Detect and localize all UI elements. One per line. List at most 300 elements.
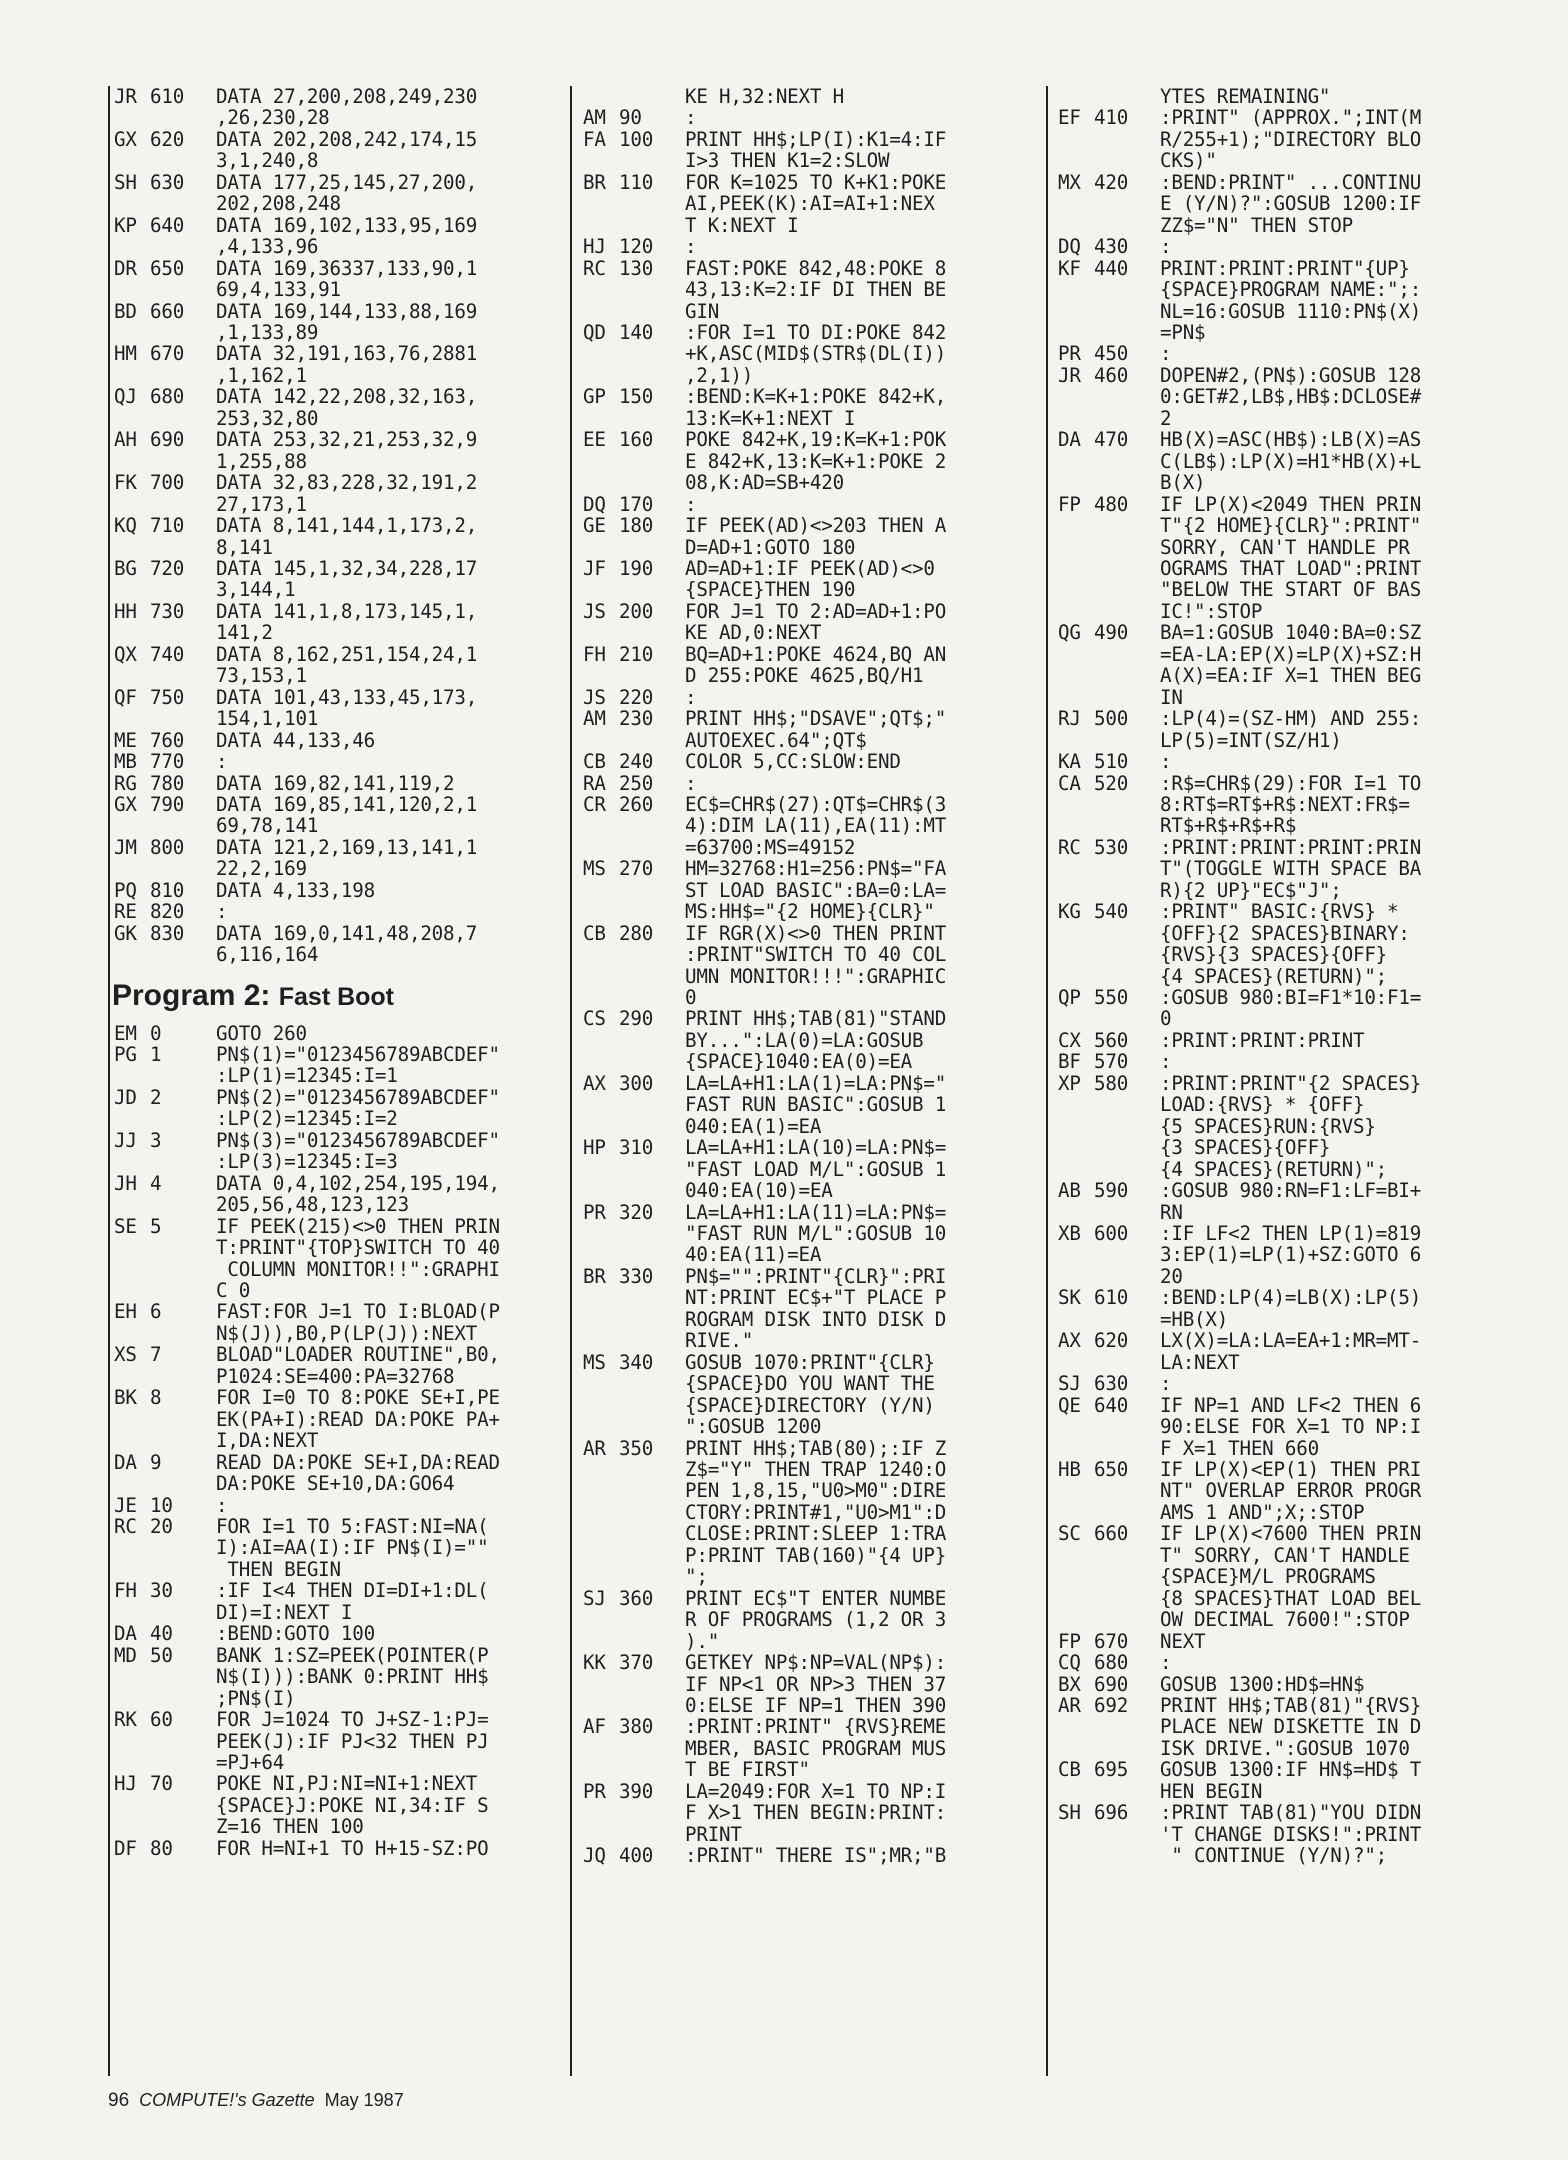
code-text: DATA 177,25,145,27,200, xyxy=(216,170,478,194)
code-line xyxy=(577,1545,1047,1566)
code-line xyxy=(1052,1459,1522,1480)
code-line xyxy=(1052,837,1522,858)
checksum: AR xyxy=(583,1436,606,1460)
code-line xyxy=(108,1409,568,1430)
code-line xyxy=(1052,1116,1522,1137)
code-line xyxy=(108,1108,568,1129)
line-number: 370 xyxy=(619,1651,654,1675)
checksum: HJ xyxy=(583,235,606,259)
code-text: : xyxy=(685,492,697,516)
line-number: 770 xyxy=(150,750,185,774)
line-number: 70 xyxy=(150,1772,173,1796)
line-number: 740 xyxy=(150,642,185,666)
code-text: HEN BEGIN xyxy=(1160,1779,1263,1803)
checksum: DQ xyxy=(583,492,606,516)
code-line xyxy=(108,923,568,944)
code-line xyxy=(108,172,568,193)
code-line xyxy=(108,1023,568,1044)
code-text: PRINT EC$"T ENTER NUMBE xyxy=(685,1586,947,1610)
listing-column-3 xyxy=(1052,86,1522,2076)
code-line xyxy=(577,472,1047,493)
checksum: KG xyxy=(1058,900,1081,924)
code-line xyxy=(108,1130,568,1151)
code-text: FOR J=1 TO 2:AD=AD+1:PO xyxy=(685,599,947,623)
line-number: 400 xyxy=(619,1844,654,1868)
code-text: DATA 169,36337,133,90,1 xyxy=(216,256,478,280)
code-text: T BE FIRST" xyxy=(685,1758,810,1782)
line-number: 260 xyxy=(619,792,654,816)
code-text: 1,255,88 xyxy=(216,449,307,473)
line-number: 720 xyxy=(150,556,185,580)
checksum: JJ xyxy=(114,1128,137,1152)
code-text: :R$=CHR$(29):FOR I=1 TO xyxy=(1160,771,1422,795)
code-text: 0 xyxy=(1160,1007,1172,1031)
code-line xyxy=(577,1223,1047,1244)
checksum: AF xyxy=(583,1715,606,1739)
checksum: PR xyxy=(583,1200,606,1224)
checksum: QJ xyxy=(114,385,137,409)
checksum: SJ xyxy=(1058,1372,1081,1396)
checksum: XP xyxy=(1058,1071,1081,1095)
code-text: DATA 121,2,169,13,141,1 xyxy=(216,835,478,859)
code-line xyxy=(108,215,568,236)
code-text: DATA 169,85,141,120,2,1 xyxy=(216,792,478,816)
checksum: KF xyxy=(1058,256,1081,280)
checksum: MD xyxy=(114,1643,137,1667)
code-line xyxy=(108,1731,568,1752)
line-number: 690 xyxy=(1094,1672,1129,1696)
checksum: JE xyxy=(114,1493,137,1517)
code-line xyxy=(577,1631,1047,1652)
code-text: LA=2049:FOR X=1 TO NP:I xyxy=(685,1779,947,1803)
code-line xyxy=(1052,1416,1522,1437)
code-text: PRINT HH$;"DSAVE";QT$;" xyxy=(685,707,947,731)
checksum: JS xyxy=(583,685,606,709)
checksum: MX xyxy=(1058,170,1081,194)
code-line xyxy=(1052,1202,1522,1223)
code-line xyxy=(1052,622,1522,643)
code-line xyxy=(1052,1438,1522,1459)
code-line xyxy=(577,1609,1047,1630)
line-number: 696 xyxy=(1094,1801,1129,1825)
checksum: BX xyxy=(1058,1672,1081,1696)
checksum: CR xyxy=(583,792,606,816)
checksum: JQ xyxy=(583,1844,606,1868)
code-line xyxy=(577,644,1047,665)
line-number: 320 xyxy=(619,1200,654,1224)
code-line xyxy=(1052,301,1522,322)
code-text: : xyxy=(216,1493,228,1517)
code-line xyxy=(108,1602,568,1623)
line-number: 600 xyxy=(1094,1222,1129,1246)
code-line xyxy=(108,944,568,965)
checksum: SJ xyxy=(583,1586,606,1610)
code-line xyxy=(108,1216,568,1237)
code-line xyxy=(1052,1373,1522,1394)
line-number: 440 xyxy=(1094,256,1129,280)
code-text: PEEK(J):IF PJ<32 THEN PJ xyxy=(216,1729,489,1753)
line-number: 110 xyxy=(619,170,654,194)
line-number: 380 xyxy=(619,1715,654,1739)
checksum: AX xyxy=(1058,1329,1081,1353)
checksum: FP xyxy=(1058,492,1081,516)
code-line xyxy=(577,1202,1047,1223)
code-line xyxy=(1052,365,1522,386)
code-text: 73,153,1 xyxy=(216,664,307,688)
line-number: 10 xyxy=(150,1493,173,1517)
line-number: 640 xyxy=(1094,1393,1129,1417)
line-number: 150 xyxy=(619,385,654,409)
checksum: BF xyxy=(1058,1050,1081,1074)
code-line xyxy=(108,622,568,643)
checksum: DA xyxy=(1058,428,1081,452)
code-text: ROGRAM DISK INTO DISK D xyxy=(685,1307,947,1331)
code-line xyxy=(577,1073,1047,1094)
checksum: HJ xyxy=(114,1772,137,1796)
checksum: RC xyxy=(114,1515,137,1538)
code-text: LA:NEXT xyxy=(1160,1350,1240,1374)
code-text: GOSUB 1300:HD$=HN$ xyxy=(1160,1672,1365,1696)
line-number: 800 xyxy=(150,835,185,859)
code-line xyxy=(108,1280,568,1301)
code-text: 40:EA(11)=EA xyxy=(685,1243,822,1267)
code-line xyxy=(108,193,568,214)
line-number: 620 xyxy=(1094,1329,1129,1353)
code-line xyxy=(108,730,568,751)
code-text: OGRAMS THAT LOAD":PRINT xyxy=(1160,556,1422,580)
checksum: FH xyxy=(583,642,606,666)
line-number: 820 xyxy=(150,900,185,924)
code-text: FOR I=1 TO 5:FAST:NI=NA( xyxy=(216,1515,489,1538)
line-number: 220 xyxy=(619,685,654,709)
checksum: CQ xyxy=(1058,1651,1081,1675)
code-line xyxy=(108,1430,568,1451)
checksum: KP xyxy=(114,213,137,237)
code-line xyxy=(108,1323,568,1344)
heading-main: Program 2: xyxy=(112,978,271,1012)
code-line xyxy=(577,622,1047,643)
code-line xyxy=(108,408,568,429)
line-number: 180 xyxy=(619,514,654,538)
code-line xyxy=(577,258,1047,279)
code-text: BA=1:GOSUB 1040:BA=0:SZ xyxy=(1160,621,1422,645)
code-line xyxy=(577,107,1047,128)
code-line xyxy=(1052,558,1522,579)
line-number: 40 xyxy=(150,1622,173,1646)
code-text: : xyxy=(216,900,228,924)
listing-program-1-end xyxy=(108,86,568,966)
line-number: 640 xyxy=(150,213,185,237)
code-line xyxy=(108,1495,568,1516)
code-text: CLOSE:PRINT:SLEEP 1:TRA xyxy=(685,1522,947,1546)
checksum: QF xyxy=(114,685,137,709)
checksum: SH xyxy=(114,170,137,194)
code-text: C 0 xyxy=(216,1279,251,1303)
checksum: DA xyxy=(114,1450,137,1474)
code-text: :PRINT:PRINT:PRINT:PRIN xyxy=(1160,835,1422,859)
line-number: 140 xyxy=(619,320,654,344)
code-text: LP(5)=INT(SZ/H1) xyxy=(1160,728,1342,752)
code-text: 08,K:AD=SB+420 xyxy=(685,471,844,495)
code-line xyxy=(577,923,1047,944)
checksum: DQ xyxy=(1058,235,1081,259)
checksum: BG xyxy=(114,556,137,580)
checksum: QE xyxy=(1058,1393,1081,1417)
code-line xyxy=(577,1588,1047,1609)
code-text: :BEND:LP(4)=LB(X):LP(5) xyxy=(1160,1286,1422,1310)
code-text: : xyxy=(1160,235,1172,259)
line-number: 630 xyxy=(150,170,185,194)
code-line xyxy=(108,1795,568,1816)
code-text: READ DA:POKE SE+I,DA:READ xyxy=(216,1450,500,1474)
code-text: YTES REMAINING" xyxy=(1160,86,1331,108)
page-number: 96 xyxy=(108,2090,130,2111)
line-number: 710 xyxy=(150,514,185,538)
code-text: ,4,133,96 xyxy=(216,235,319,259)
code-line xyxy=(108,1194,568,1215)
code-text: ST LOAD BASIC":BA=0:LA= xyxy=(685,878,947,902)
line-number: 280 xyxy=(619,921,654,945)
code-line xyxy=(108,1752,568,1773)
code-line xyxy=(577,773,1047,794)
line-number: 700 xyxy=(150,471,185,495)
checksum: SK xyxy=(1058,1286,1081,1310)
line-number: 6 xyxy=(150,1300,162,1324)
line-number: 2 xyxy=(150,1085,162,1109)
checksum: HB xyxy=(1058,1458,1081,1481)
checksum: MB xyxy=(114,750,137,774)
checksum: JF xyxy=(583,556,606,580)
code-line xyxy=(108,1516,568,1537)
code-text: D 255:POKE 4625,BQ/H1 xyxy=(685,664,924,688)
line-number: 230 xyxy=(619,707,654,731)
code-line xyxy=(577,944,1047,965)
code-text: :BEND:PRINT" ...CONTINU xyxy=(1160,170,1422,194)
code-text: :BEND:GOTO 100 xyxy=(216,1622,375,1646)
code-text: {RVS}{3 SPACES}{OFF} xyxy=(1160,943,1388,967)
code-text: AD=AD+1:IF PEEK(AD)<>0 xyxy=(685,556,935,580)
code-line xyxy=(108,1666,568,1687)
code-line xyxy=(1052,86,1522,107)
code-line xyxy=(577,1266,1047,1287)
code-line xyxy=(1052,644,1522,665)
code-line xyxy=(108,236,568,257)
line-number: 250 xyxy=(619,771,654,795)
code-line xyxy=(108,472,568,493)
code-text: N$(I))):BANK 0:PRINT HH$ xyxy=(216,1665,489,1689)
code-text: :PRINT" (APPROX.";INT(M xyxy=(1160,106,1422,130)
code-line xyxy=(1052,494,1522,515)
code-text: DATA 142,22,208,32,163, xyxy=(216,385,478,409)
line-number: 650 xyxy=(1094,1458,1129,1481)
code-text: NL=16:GOSUB 1110:PN$(X) xyxy=(1160,299,1422,323)
line-number: 520 xyxy=(1094,771,1129,795)
code-text: :LP(1)=12345:I=1 xyxy=(216,1064,398,1088)
code-text: FAST RUN BASIC":GOSUB 1 xyxy=(685,1093,947,1117)
code-text: :GOSUB 980:BI=F1*10:F1= xyxy=(1160,986,1422,1010)
code-text: IN xyxy=(1160,685,1183,709)
code-text: 'T CHANGE DISKS!":PRINT xyxy=(1160,1822,1422,1846)
checksum: CS xyxy=(583,1007,606,1031)
line-number: 670 xyxy=(150,342,185,366)
checksum: JH xyxy=(114,1171,137,1195)
code-line xyxy=(108,1344,568,1365)
checksum: QD xyxy=(583,320,606,344)
checksum: BR xyxy=(583,170,606,194)
line-number: 190 xyxy=(619,556,654,580)
code-text: ,1,133,89 xyxy=(216,320,319,344)
line-number: 790 xyxy=(150,792,185,816)
code-text: RT$+R$+R$+R$ xyxy=(1160,814,1297,838)
listing-program-2-start xyxy=(108,1023,568,1860)
line-number: 620 xyxy=(150,127,185,151)
code-text: DATA 101,43,133,45,173, xyxy=(216,685,478,709)
code-line xyxy=(1052,708,1522,729)
code-text: IC!":STOP xyxy=(1160,599,1263,623)
checksum: SC xyxy=(1058,1522,1081,1546)
code-line xyxy=(108,1773,568,1794)
code-line xyxy=(108,429,568,450)
code-line xyxy=(108,1259,568,1280)
code-text: {5 SPACES}RUN:{RVS} xyxy=(1160,1114,1376,1138)
code-line xyxy=(1052,1137,1522,1158)
code-text: DATA 169,102,133,95,169 xyxy=(216,213,478,237)
code-line xyxy=(577,987,1047,1008)
code-text: LX(X)=LA:LA=EA+1:MR=MT- xyxy=(1160,1329,1422,1353)
code-line xyxy=(577,1180,1047,1201)
code-line xyxy=(108,1452,568,1473)
code-line xyxy=(1052,1674,1522,1695)
code-text: I):AI=AA(I):IF PN$(I)="" xyxy=(216,1536,489,1560)
checksum: RE xyxy=(114,900,137,924)
code-line xyxy=(577,150,1047,171)
code-line xyxy=(577,386,1047,407)
code-text: DI)=I:NEXT I xyxy=(216,1600,353,1624)
code-text: PRINT HH$;LP(I):K1=4:IF xyxy=(685,127,947,151)
code-text: FOR H=NI+1 TO H+15-SZ:PO xyxy=(216,1836,489,1860)
code-text: PLACE NEW DISKETTE IN D xyxy=(1160,1715,1422,1739)
code-text: :PRINT:PRINT" {RVS}REME xyxy=(685,1715,947,1739)
code-text: DATA 169,0,141,48,208,7 xyxy=(216,921,478,945)
code-line xyxy=(108,901,568,922)
code-line xyxy=(577,901,1047,922)
checksum: PR xyxy=(583,1779,606,1803)
code-line xyxy=(577,1802,1047,1823)
heading-sub: Fast Boot xyxy=(278,982,395,1011)
checksum: MS xyxy=(583,1350,606,1374)
code-line xyxy=(108,579,568,600)
code-text: : xyxy=(216,750,228,774)
code-text: MBER, BASIC PROGRAM MUS xyxy=(685,1736,947,1760)
code-line xyxy=(577,1716,1047,1737)
code-line xyxy=(577,665,1047,686)
code-line xyxy=(577,708,1047,729)
code-line xyxy=(577,1352,1047,1373)
code-line xyxy=(1052,129,1522,150)
code-line xyxy=(577,1030,1047,1051)
code-line xyxy=(577,408,1047,429)
code-text: MS:HH$="{2 HOME}{CLR}" xyxy=(685,900,935,924)
checksum: XB xyxy=(1058,1222,1081,1246)
code-line xyxy=(577,236,1047,257)
code-text: "FAST RUN M/L":GOSUB 10 xyxy=(685,1222,947,1246)
checksum: SE xyxy=(114,1214,137,1238)
code-text: R OF PROGRAMS (1,2 OR 3 xyxy=(685,1608,947,1632)
code-text: D=AD+1:GOTO 180 xyxy=(685,535,856,559)
checksum: KA xyxy=(1058,750,1081,774)
code-line xyxy=(577,1845,1047,1866)
line-number: 510 xyxy=(1094,750,1129,774)
code-line xyxy=(1052,815,1522,836)
checksum: FK xyxy=(114,471,137,495)
code-text: : xyxy=(1160,1372,1172,1396)
line-number: 500 xyxy=(1094,707,1129,731)
checksum: AR xyxy=(1058,1693,1081,1717)
code-text: KE AD,0:NEXT xyxy=(685,621,822,645)
listing-column-1 xyxy=(108,86,568,2076)
line-number: 810 xyxy=(150,878,185,902)
line-number: 300 xyxy=(619,1071,654,1095)
code-text: AUTOEXEC.64";QT$ xyxy=(685,728,867,752)
code-line xyxy=(1052,172,1522,193)
checksum: QX xyxy=(114,642,137,666)
line-number: 9 xyxy=(150,1450,162,1474)
code-line xyxy=(1052,1588,1522,1609)
line-number: 692 xyxy=(1094,1693,1129,1717)
code-line xyxy=(577,1008,1047,1029)
line-number: 680 xyxy=(1094,1651,1129,1675)
code-text: )." xyxy=(685,1629,720,1653)
code-line xyxy=(1052,1802,1522,1823)
code-line xyxy=(1052,343,1522,364)
code-line xyxy=(1052,386,1522,407)
checksum: RJ xyxy=(1058,707,1081,731)
code-line xyxy=(108,1838,568,1859)
code-line xyxy=(1052,1716,1522,1737)
code-line xyxy=(577,1695,1047,1716)
code-text: RIVE." xyxy=(685,1329,754,1353)
code-line xyxy=(108,837,568,858)
code-text: IF PEEK(AD)<>203 THEN A xyxy=(685,514,947,538)
code-text: {SPACE}1040:EA(0)=EA xyxy=(685,1050,913,1074)
code-text: :FOR I=1 TO DI:POKE 842 xyxy=(685,320,947,344)
code-line xyxy=(108,1065,568,1086)
code-text: 2 xyxy=(1160,406,1172,430)
code-line xyxy=(108,343,568,364)
checksum: CB xyxy=(583,750,606,774)
code-line xyxy=(577,1502,1047,1523)
code-line xyxy=(577,279,1047,300)
code-text: =PJ+64 xyxy=(216,1750,285,1774)
line-number: 80 xyxy=(150,1836,173,1860)
code-line xyxy=(1052,794,1522,815)
code-text: GIN xyxy=(685,299,720,323)
checksum: BK xyxy=(114,1386,137,1410)
code-line xyxy=(577,322,1047,343)
checksum: QG xyxy=(1058,621,1081,645)
checksum: BR xyxy=(583,1264,606,1288)
code-text: FOR J=1024 TO J+SZ-1:PJ= xyxy=(216,1708,489,1732)
code-text: :PRINT TAB(81)"YOU DIDN xyxy=(1160,1801,1422,1825)
code-text: +K,ASC(MID$(STR$(DL(I)) xyxy=(685,342,947,366)
code-line xyxy=(577,451,1047,472)
code-text: ZZ$="N" THEN STOP xyxy=(1160,213,1353,237)
line-number: 390 xyxy=(619,1779,654,1803)
code-text: IF LP(X)<EP(1) THEN PRI xyxy=(1160,1458,1422,1481)
code-line xyxy=(1052,773,1522,794)
checksum: BD xyxy=(114,299,137,323)
checksum: KQ xyxy=(114,514,137,538)
